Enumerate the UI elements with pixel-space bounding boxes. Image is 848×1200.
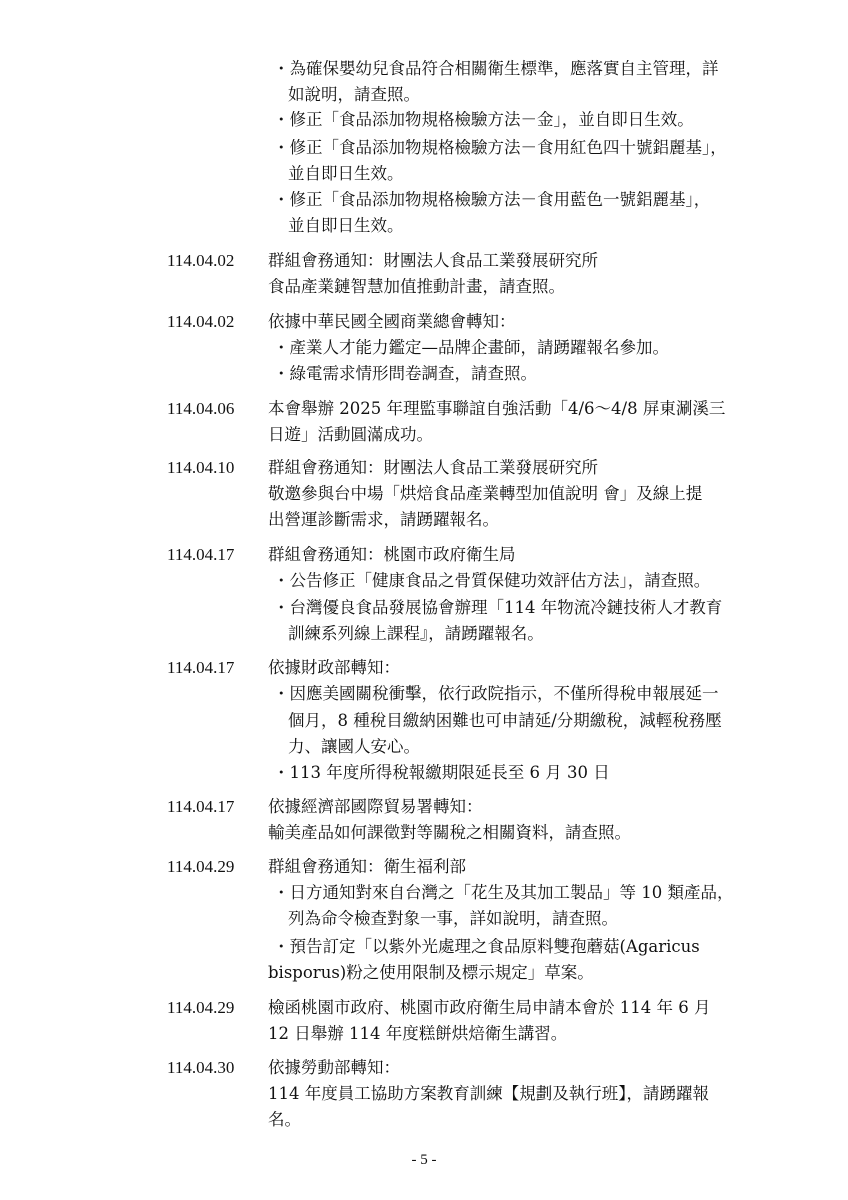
- entry-text: 名。: [268, 1110, 301, 1129]
- entry-date: 114.04.17: [167, 545, 235, 564]
- bullet-line: ・因應美國關稅衝擊，依行政院指示，不僅所得稅申報展延一: [273, 684, 719, 703]
- entry-text: 食品產業鏈智慧加值推動計畫，請查照。: [268, 277, 565, 296]
- bullet-line-cont: 個月，8 種稅目繳納困難也可申請延/分期繳稅，減輕稅務壓: [288, 711, 722, 730]
- entry-text: 依據勞動部轉知：: [268, 1058, 400, 1077]
- bullet-line: ・日方通知對來自台灣之「花生及其加工製品」等 10 類產品，: [273, 883, 734, 902]
- entry-text: 12 日舉辦 114 年度糕餅烘焙衛生講習。: [268, 1024, 568, 1043]
- entry-date: 114.04.30: [167, 1058, 235, 1077]
- bullet-line: ・修正「食品添加物規格檢驗方法－金」，並自即日生效。: [273, 110, 694, 129]
- entry-text: 群組會務通知：桃園市政府衛生局: [268, 545, 516, 564]
- bullet-line: ・預告訂定「以紫外光處理之食品原料雙孢蘑菇(Agaricus: [273, 937, 700, 956]
- bullet-line: ・台灣優良食品發展協會辦理「114 年物流冷鏈技術人才教育: [273, 598, 723, 617]
- entry-date: 114.04.17: [167, 658, 235, 677]
- bullet-line: ・綠電需求情形問卷調查，請查照。: [273, 364, 537, 383]
- bullet-line: ・修正「食品添加物規格檢驗方法－食用藍色一號鋁麗基」，: [273, 190, 711, 209]
- entry-text: 本會舉辦 2025 年理監事聯誼自強活動「4/6～4/8 屏東涮溪三: [268, 399, 726, 418]
- entry-text: 出營運診斷需求，請踴躍報名。: [268, 510, 499, 529]
- entry-date: 114.04.10: [167, 458, 235, 477]
- entry-text: 敬邀參與台中場「烘焙食品產業轉型加值說明 會」及線上提: [268, 484, 703, 503]
- entry-text: 檢函桃園市政府、桃園市政府衛生局申請本會於 114 年 6 月: [268, 998, 711, 1017]
- bullet-line-cont: 訓練系列線上課程』，請踴躍報名。: [288, 624, 544, 643]
- entry-date: 114.04.17: [167, 797, 235, 816]
- entry-text: 群組會務通知：財團法人食品工業發展研究所: [268, 251, 598, 270]
- entry-text: 群組會務通知：衛生福利部: [268, 857, 466, 876]
- bullet-line-cont: 並自即日生效。: [288, 164, 404, 183]
- bullet-line-cont: 力、讓國人安心。: [288, 737, 420, 756]
- entry-text: 依據財政部轉知：: [268, 658, 400, 677]
- entry-date: 114.04.29: [167, 998, 235, 1017]
- bullet-line: ・產業人才能力鑑定—品牌企畫師，請踴躍報名參加。: [273, 338, 669, 357]
- entry-date: 114.04.06: [167, 399, 235, 418]
- entry-date: 114.04.02: [167, 251, 235, 270]
- bullet-line-cont: 並自即日生效。: [288, 216, 404, 235]
- bullet-line-cont: 如說明，請查照。: [288, 85, 420, 104]
- page-number: - 5 -: [411, 1152, 437, 1168]
- entry-text: 依據經濟部國際貿易署轉知：: [268, 797, 483, 816]
- bullet-line: ・修正「食品添加物規格檢驗方法－食用紅色四十號鋁麗基」，: [273, 138, 727, 157]
- entry-text: 輸美產品如何課徵對等關稅之相關資料，請查照。: [268, 823, 631, 842]
- entry-text: 日遊」活動圓滿成功。: [268, 425, 433, 444]
- entry-text: 群組會務通知：財團法人食品工業發展研究所: [268, 458, 598, 477]
- bullet-line-cont: 列為命令檢查對象一事，詳如說明，請查照。: [288, 909, 618, 928]
- bullet-line: ・為確保嬰幼兒食品符合相關衛生標準，應落實自主管理，詳: [273, 59, 719, 78]
- entry-date: 114.04.02: [167, 312, 235, 331]
- bullet-line-cont: bisporus)粉之使用限制及標示規定」草案。: [268, 963, 594, 982]
- entry-date: 114.04.29: [167, 857, 235, 876]
- entry-text: 114 年度員工協助方案教育訓練【規劃及執行班】，請踴躍報: [268, 1084, 709, 1103]
- bullet-line: ・113 年度所得稅報繳期限延長至 6 月 30 日: [273, 763, 610, 782]
- entry-text: 依據中華民國全國商業總會轉知：: [268, 312, 516, 331]
- bullet-line: ・公告修正「健康食品之骨質保健功效評估方法」，請查照。: [273, 571, 711, 590]
